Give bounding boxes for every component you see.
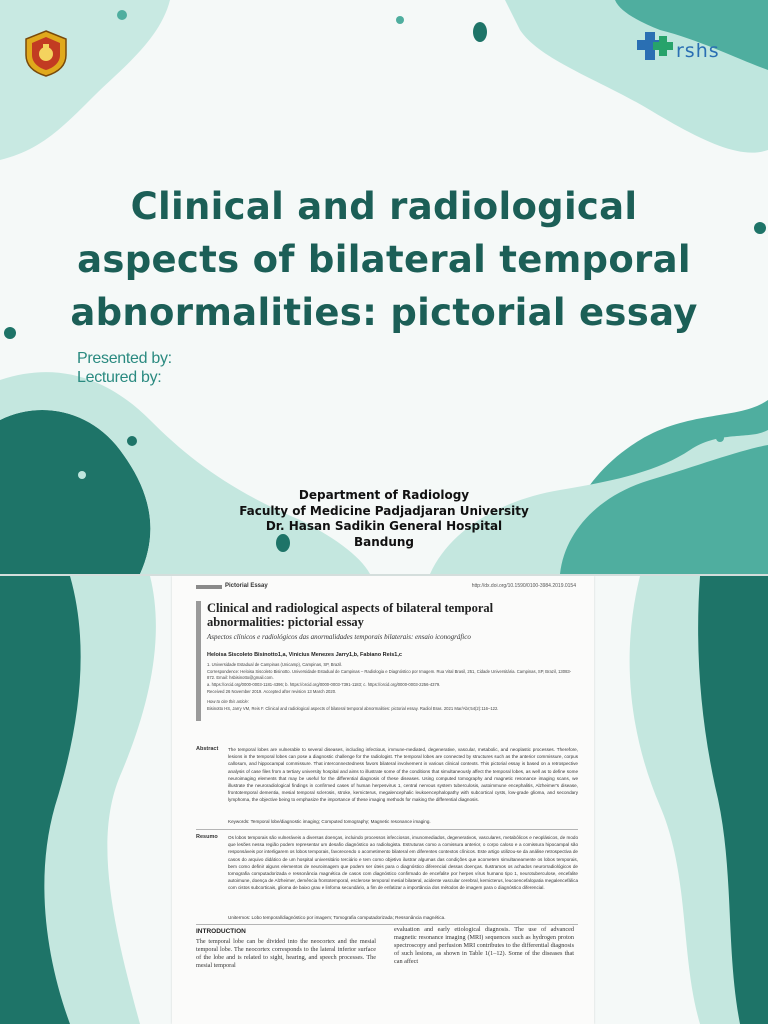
correspondence: Correspondence: Heloisa Siscoleto Bisinotto. Universidade Estadual de Campinas – Radiologia e Diagnóstico por Imagem. Rua Vital Brasil, 251, Cidade Universitária. Campinas, SP, Brazil, 13083-872. Email: hsbisinotto@gmail.com. xyxy=(207,669,572,680)
paper-authors: Heloisa Siscoleto Bisinotto1,a, Vinicius Menezes Jarry1,b, Fabiano Reis1,c xyxy=(207,652,402,658)
title-line: aspects of bilateral temporal xyxy=(77,238,691,281)
section-rule xyxy=(196,924,578,925)
intro-column-left: The temporal lobe can be divided into the neocortex and the mesial temporal lobe. The neocortex corresponds to the lateral inferior surface of the lobe and is related to sight, hearing, and speech processes. The mesial temporal xyxy=(196,938,376,969)
section-rule xyxy=(196,829,578,830)
unitermos: Unitermos: Lobo temporal/diagnóstico por imagem; Tomografia computadorizada; Ressonância magnética. xyxy=(228,915,446,920)
paper-header xyxy=(196,583,576,597)
paper-slide xyxy=(0,576,768,1024)
title-sidebar xyxy=(196,601,201,721)
received-date: Received 26 November 2019. Accepted after revision 13 March 2020. xyxy=(207,689,337,694)
title-line: abnormalities: pictorial essay xyxy=(70,291,698,334)
paper-page xyxy=(172,576,594,1024)
cite-text: Bisinotto HS, Jarry VM, Reis F. Clinical and radiological aspects of bilateral temporal abnormalities: pictorial essay. Radiol Bras. 2021 Mar/Abr;54(2):116–122. xyxy=(207,706,499,711)
paper-title: Clinical and radiological aspects of bilateral temporal abnormalities: pictorial essay xyxy=(207,601,494,629)
paper-subtitle: Aspectos clínicos e radiológicos das anormalidades temporais bilaterais: ensaio iconográfico xyxy=(207,633,471,641)
presentation-title xyxy=(40,180,728,339)
resumo-label: Resumo xyxy=(196,834,218,840)
title-line: Clinical and radiological xyxy=(130,185,638,228)
section-type: Pictorial Essay xyxy=(225,583,268,589)
keywords: Keywords: Temporal lobe/diagnostic imaging; Computed tomography; Magnetic resonance imaging. xyxy=(228,819,431,824)
department-line: Department of Radiology xyxy=(298,488,470,502)
university-logo-icon xyxy=(22,29,70,77)
intro-column-right: evaluation and early etiological diagnosis. The use of advanced magnetic resonance imaging (MRI) sequences such as hydrogen proton spectroscopy and perfusion MRI contributes to the differential diagnosis of such lesions, as shown in Table 1(1–12). Some of the diseases that can affect xyxy=(394,926,574,965)
affiliation: 1. Universidade Estadual de Campinas (Unicamp), Campinas, SP, Brazil. xyxy=(207,662,343,667)
header-bar xyxy=(196,585,222,589)
department-line: Bandung xyxy=(353,534,415,549)
intro-heading: INTRODUCTION xyxy=(196,928,246,935)
department-line: Dr. Hasan Sadikin General Hospital xyxy=(265,519,503,533)
lectured-by-label: Lectured by: xyxy=(77,369,162,386)
doi-link[interactable]: http://dx.doi.org/10.1590/0100-3984.2019.0154 xyxy=(471,583,576,589)
department-line: Faculty of Medicine Padjadjaran University xyxy=(239,503,529,518)
orcid: a. https://orcid.org/0000-0003-1181-4396; b. https://orcid.org/0000-0003-7391-1183; c. https://orcid.org/0000-0003-2256-4379. xyxy=(207,682,441,687)
abstract-text: The temporal lobes are vulnerable to several diseases, including infectious, immune-mediated, degenerative, vascular, metabolic, and neoplastic processes. Therefore, lesions in the temporal lobes can pose a diagnostic challenge for the radiologist. The temporal lobes are connected by structures such as the anterior commissure, corpus callosum, and hippocampal commissure. That interconnectedness favors bilateral involvement in various clinical contexts. This pictorial essay is based on a retrospective analysis of case files from a tertiary university hospital and aims to illustrate some of the conditions that simultaneously affect the temporal lobes, as well as to define some neuroimaging elements that may be useful for the differential diagnosis of these diseases. Using computed tomography and magnetic resonance imaging scans, we illustrate the neuroradiological findings in confirmed cases of human herpesvirus 1, central nervous system tuberculosis, autoimmune encephalitis, Alzheimer's disease, frontotemporal dementia, mesial temporal sclerosis, stroke, kernicterus, megalencephalic leukoencephalopathy with subcortical cysts, low-grade glioma, and secondary lymphoma, the objective being to emphasize the importance of these imaging methods for making the differential diagnosis. xyxy=(228,747,578,803)
cite-label: How to cite this article: xyxy=(207,699,249,704)
presented-by-label: Presented by: xyxy=(77,350,172,367)
rshs-logo-text: rshs xyxy=(676,40,720,62)
resumo-text: Os lobos temporais são vulneráveis a diversas doenças, incluindo processos infecciosos, imunomediados, degenerativos, vasculares, metabólicos e neoplásicos, de modo que lesões nessa região podem representar um desafio diagnóstico ao radiologista. Estruturas como a comissura anterior, o corpo caloso e a comissura hipocampal são responsáveis por interligarem os lobos temporais, favorecendo o acometimento bilateral em diferentes contextos clínicos. Este artigo utilizou-se da análise retrospectiva de casos do arquivo didático de um hospital universitário terciário e tem como objetivo ilustrar algumas das condições que acometem simultaneamente os lobos temporais, bem como definir alguns elementos de neuroimagem que podem ser úteis para o diagnóstico diferencial dessas doenças. Ilustramos os achados neurorradiológicos de tomografia computadorizada e ressonância magnética de casos com diagnóstico confirmado de encefalite por herpes vírus humano tipo 1, neurotuberculose, encefalite autoimune, doença de Alzheimer, demência frontotemporal, esclerose temporal mesial bilateral, acidente vascular cerebral, kernicterus, leucoencefalopatia megalencefálica com cistos subcorticais, glioma de baixo grau e linfoma secundário, a fim de enfatizar a importância dos métodos de imagem para o diagnóstico diferencial. xyxy=(228,835,578,891)
abstract-label: Abstract xyxy=(196,746,219,752)
department-block xyxy=(200,488,568,550)
